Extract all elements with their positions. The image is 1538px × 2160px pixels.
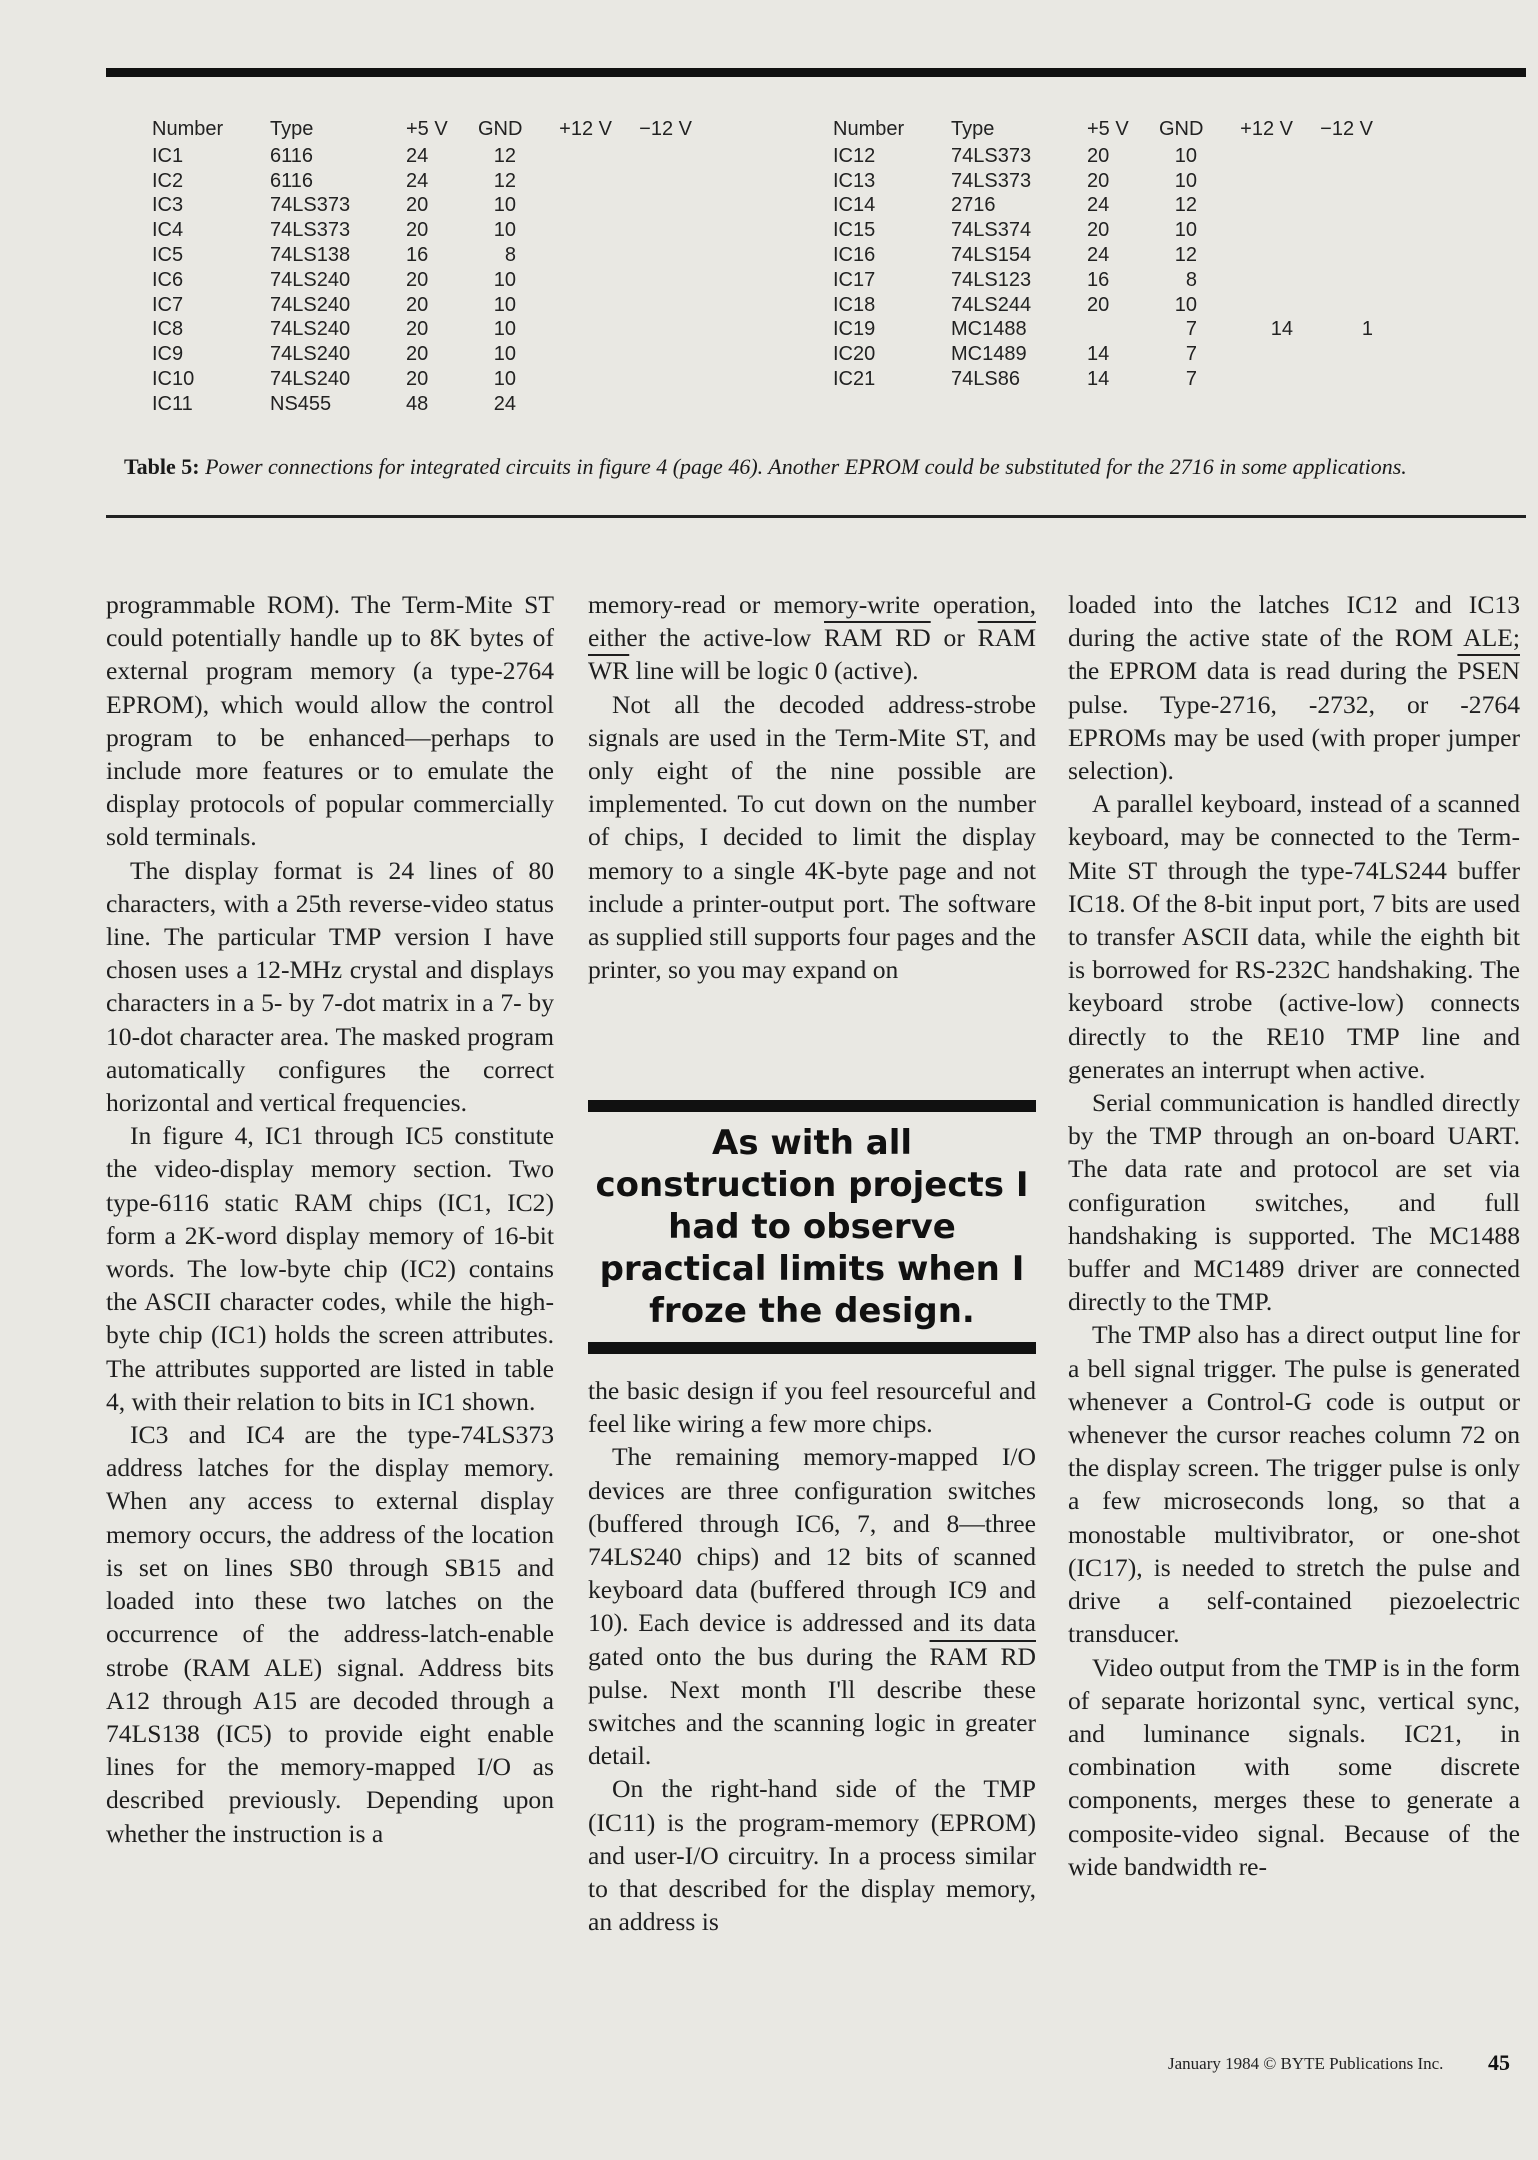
table-cell: 10 [493,194,516,217]
table-cell: 74LS240 [270,268,351,291]
table-cell: 74LS373 [951,144,1032,167]
table-cell: 14 [1087,367,1110,390]
table-cell: 20 [1087,144,1110,167]
table-row [152,293,692,318]
table-cell: 20 [406,268,429,291]
paragraph: On the right-hand side of the TMP (IC11) is the program-memory (EPROM) and user-I/O circuitry. In a process similar to that described for the display memory, an address is [588,1774,1036,1937]
table-row [152,367,692,392]
table-cell: 74LS123 [951,268,1032,291]
table-caption-text: Power connections for integrated circuits in figure 4 (page 46). Another EPROM could be substituted for the 2716 in some applications. [205,454,1407,479]
table-cell: IC9 [152,343,184,366]
table-cell: 20 [406,343,429,366]
table-header-cell: GND [478,118,523,140]
table-row [152,169,692,194]
table-row [833,342,1373,367]
page-number: 45 [1488,2050,1510,2075]
table-cell [1293,243,1373,268]
table-cell [612,218,692,243]
table-cell [1087,317,1159,342]
table-header-cell: −12 V [1320,118,1373,140]
table-cell: MC1488 [951,318,1027,341]
table-cell: IC7 [152,293,184,316]
table-cell: 7 [1185,343,1197,366]
article-column-middle-top [588,588,1036,986]
table-cell: 74LS373 [951,169,1032,192]
pull-quote-rule-top [588,1100,1036,1112]
table-cell: 24 [1087,243,1110,266]
table-cell [516,169,612,194]
table-cell: 74LS373 [270,194,351,217]
table-cell [612,317,692,342]
table-cell: IC13 [833,169,876,192]
table-cell: IC12 [833,144,876,167]
paragraph: IC3 and IC4 are the type-74LS373 address latches for the display memory. When any access to external display memory occurs, the address of the location is set on lines SB0 through SB15 and loaded into these two latches on the occurrence of the address-latch-enable strobe (RAM ALE) signal. Address bits A12 through A15 are decoded through a 74LS138 (IC5) to provide eight enable lines for the memory-mapped I/O as described previously. Depending upon whether the instruction is a [106,1420,554,1848]
table-cell [612,243,692,268]
table-row [152,392,692,417]
table-row [833,218,1373,243]
table-cell: 7 [1185,318,1197,341]
table-cell [1293,144,1373,169]
power-table-left [152,117,692,417]
table-cell: IC1 [152,144,184,167]
text-run: pulse. Type-2716, -2732, or -2764 EPROMs may be used (with proper jumper selection). [1068,689,1520,786]
table-cell: IC2 [152,169,184,192]
table-cell: 74LS138 [270,243,351,266]
table-cell: 10 [493,219,516,242]
table-cell [516,367,612,392]
table-cell: 20 [406,219,429,242]
table-cell [612,268,692,293]
paragraph: Video output from the TMP is in the form of separate horizontal sync, vertical sync, and luminance signals. IC21, in combination with some discrete components, merges these to generate a composite-video signal. Because of the wide bandwidth re- [1068,1652,1520,1881]
table-header-row [152,117,692,142]
paragraph [1068,588,1520,787]
table-cell: IC3 [152,194,184,217]
table-cell [1197,243,1293,268]
table-caption [124,454,1514,480]
table-cell: 6116 [270,144,314,167]
table-cell: IC14 [833,194,876,217]
table-row [833,317,1373,342]
table-cell: 2716 [951,194,996,217]
table-cell: 20 [1087,219,1110,242]
table-cell [1293,268,1373,293]
table-cell [516,218,612,243]
table-box [106,68,1526,518]
table-cell: 20 [406,367,429,390]
table-cell: 14 [1270,318,1293,341]
table-cell: 8 [504,243,516,266]
table-cell: 74LS86 [951,367,1020,390]
table-cell: IC4 [152,219,184,242]
table-header-cell: Type [951,118,995,140]
text-run: pulse. Next month I'll describe these switches and the scanning logic in greater detail. [588,1674,1036,1771]
table-cell: IC5 [152,243,184,266]
table-cell: 10 [1174,219,1197,242]
table-cell: IC21 [833,367,876,390]
table-cell: 7 [1185,367,1197,390]
table-row [152,342,692,367]
table-row [152,218,692,243]
paragraph: Serial communication is handled directly by the TMP through an on-board UART. The data rate and protocol are set via configuration switches, and full handshaking is supported. The MC1488 buffer and MC1489 driver are connected directly to the TMP. [1068,1088,1520,1317]
ram-rd-signal: RAM RD [929,1641,1036,1671]
text-run: loaded into the latches IC12 and IC13 during the active state of the ROM ALE; the EPROM data is read during the [1068,590,1520,686]
table-cell: 24 [406,144,429,167]
power-table-right [833,117,1373,392]
table-row [833,169,1373,194]
table-cell: 12 [1174,243,1197,266]
table-cell: 20 [406,318,429,341]
table-cell [612,193,692,218]
table-cell: 74LS240 [270,367,351,390]
table-cell [612,367,692,392]
table-row [152,243,692,268]
paragraph: A parallel keyboard, instead of a scanned keyboard, may be connected to the Term-Mite ST through the type-74LS244 buffer IC18. Of the 8-bit input port, 7 bits are used to transfer ASCII data, while the eighth bit is borrowed for RS-232C handshaking. The keyboard strobe (active-low) connects directly to the RE10 TMP line and generates an interrupt when active. [1068,789,1520,1084]
table-row [152,268,692,293]
article-column-left [106,588,554,1850]
table-cell [612,392,692,417]
table-row [833,243,1373,268]
table-cell: 14 [1087,343,1110,366]
table-cell: 10 [1174,293,1197,316]
table-cell: 48 [406,392,429,415]
paragraph: In figure 4, IC1 through IC5 constitute the video-display memory section. Two type-6116 static RAM chips (IC1, IC2) form a 2K-word display memory of 16-bit words. The low-byte chip (IC2) contains the ASCII character codes, while the high-byte chip (IC1) holds the screen attributes. The attributes supported are listed in table 4, with their relation to bits in IC1 shown. [106,1121,554,1416]
table-cell [1197,218,1293,243]
table-header-row [833,117,1373,142]
table-cell [516,293,612,318]
table-cell [612,293,692,318]
table-header-cell: Number [833,118,905,140]
table-cell [516,268,612,293]
table-header-cell: +12 V [559,118,612,140]
paragraph: the basic design if you feel resourceful and feel like wiring a few more chips. [588,1376,1036,1439]
table-cell: 20 [1087,293,1110,316]
table-cell: IC19 [833,318,876,341]
table-cell: IC18 [833,293,876,316]
table-cell: 10 [493,318,516,341]
table-cell [516,243,612,268]
table-cell [612,342,692,367]
text-run: memory-read or memory-write operation, either the active-low [588,590,1036,653]
page-footer: January 1984 © BYTE Publications Inc. [1168,2054,1444,2073]
table-cell: IC20 [833,343,876,366]
table-cell: 12 [493,169,516,192]
table-header-cell: GND [1159,118,1204,140]
table-cell: IC16 [833,243,876,266]
table-cell: 16 [1087,268,1110,291]
table-cell [612,169,692,194]
table-cell: NS455 [270,392,332,415]
table-cell [1197,193,1293,218]
table-cell: 1 [1361,318,1373,341]
table-cell: 74LS240 [270,343,351,366]
table-row [833,268,1373,293]
table-caption-label: Table 5: [124,454,200,479]
table-row [833,193,1373,218]
table-cell [516,317,612,342]
table-row [152,317,692,342]
table-header-cell: −12 V [639,118,692,140]
table-cell [1197,342,1293,367]
table-cell: IC10 [152,367,195,390]
table-cell: 10 [493,367,516,390]
table-row [833,144,1373,169]
table-header-cell: +5 V [406,118,448,140]
table-cell: 20 [1087,169,1110,192]
table-cell: 12 [1174,194,1197,217]
table-cell: 6116 [270,169,314,192]
paragraph [588,1440,1036,1772]
table-cell: 10 [493,293,516,316]
table-cell: 24 [406,169,429,192]
paragraph: programmable ROM). The Term-Mite ST could potentially handle up to 8K bytes of external program memory (a type-2764 EPROM), which would allow the control program to be enhanced—perhaps to include more features or to emulate the display protocols of popular commercially sold terminals. [106,590,554,852]
table-cell: IC8 [152,318,184,341]
paragraph: Not all the decoded address-strobe signals are used in the Term-Mite ST, and only eight of the nine possible are implemented. To cut down on the number of chips, I decided to limit the display memory to a single 4K-byte page and not include a printer-output port. The software as supplied still supports four pages and the printer, so you may expand on [588,689,1036,985]
ram-rd-signal: RAM RD [824,623,931,653]
table-cell [1293,193,1373,218]
paragraph: The display format is 24 lines of 80 characters, with a 25th reverse-video status line. The particular TMP version I have chosen uses a 12-MHz crystal and displays characters in a 5- by 7-dot matrix in a 7- by 10-dot character area. The masked program automatically configures the correct horizontal and vertical frequencies. [106,855,554,1118]
table-cell: 74LS154 [951,243,1032,266]
table-header-cell: Type [270,118,314,140]
table-header-cell: Number [152,118,224,140]
table-cell: MC1489 [951,343,1027,366]
table-cell [1293,367,1373,392]
table-cell: 10 [493,268,516,291]
table-cell: 74LS240 [270,318,351,341]
table-cell [516,392,612,417]
paragraph: The TMP also has a direct output line for a bell signal trigger. The pulse is generated whenever a Control-G code is output or whenever the cursor reaches column 72 on the display screen. The trigger pulse is only a few microseconds long, so that a monostable multivibrator, or one-shot (IC17), is needed to stretch the pulse and drive a self-contained piezoelectric transducer. [1068,1320,1520,1649]
table-cell [1293,342,1373,367]
table-cell: 24 [1087,194,1110,217]
table-cell: 10 [1174,169,1197,192]
table-cell: 10 [1174,144,1197,167]
table-cell: 74LS374 [951,219,1032,242]
table-cell: 74LS240 [270,293,351,316]
table-cell [612,144,692,169]
table-cell: 20 [406,293,429,316]
table-cell [1197,293,1293,318]
article-column-right [1068,588,1520,1883]
table-cell [516,342,612,367]
psen-signal: PSEN [1457,656,1520,686]
table-cell [1197,367,1293,392]
table-header-cell: +12 V [1240,118,1293,140]
table-cell [1293,293,1373,318]
table-row [833,293,1373,318]
table-cell: 8 [1185,268,1197,291]
paragraph [588,588,1036,688]
table-cell: 10 [493,343,516,366]
text-run: The remaining memory-mapped I/O devices are three configuration switches (buffered through IC6, 7, and 8—three 74LS240 chips) and 12 bits of scanned keyboard data (buffered through IC9 and 10). Each device is addressed and its data gated onto the bus during the [588,1442,1036,1671]
article-column-middle-bottom [588,1374,1036,1938]
table-cell: IC6 [152,268,184,291]
table-cell: IC11 [152,392,193,415]
table-cell: 16 [406,243,429,266]
text-run: or [930,623,978,653]
table-cell: 74LS244 [951,293,1032,316]
table-row [833,367,1373,392]
table-cell: 20 [406,194,429,217]
table-row [152,144,692,169]
table-cell [1293,218,1373,243]
pull-quote [588,1100,1036,1354]
table-row [152,193,692,218]
table-cell [1293,169,1373,194]
pull-quote-rule-bottom [588,1342,1036,1354]
table-cell [516,144,612,169]
table-cell: 12 [493,144,516,167]
table-header-cell: +5 V [1087,118,1129,140]
table-cell [516,193,612,218]
ram-wr-signal: RAM WR [588,623,1036,686]
table-cell [1197,268,1293,293]
table-cell: 24 [493,392,516,415]
table-cell [1197,169,1293,194]
table-cell [1197,144,1293,169]
text-run: line will be logic 0 (active). [629,656,919,686]
table-cell: IC17 [833,268,876,291]
table-cell: 74LS373 [270,219,351,242]
pull-quote-text: As with all construction projects I had to observe practical limits when I froze the design. [595,1123,1029,1331]
table-cell: IC15 [833,219,876,242]
